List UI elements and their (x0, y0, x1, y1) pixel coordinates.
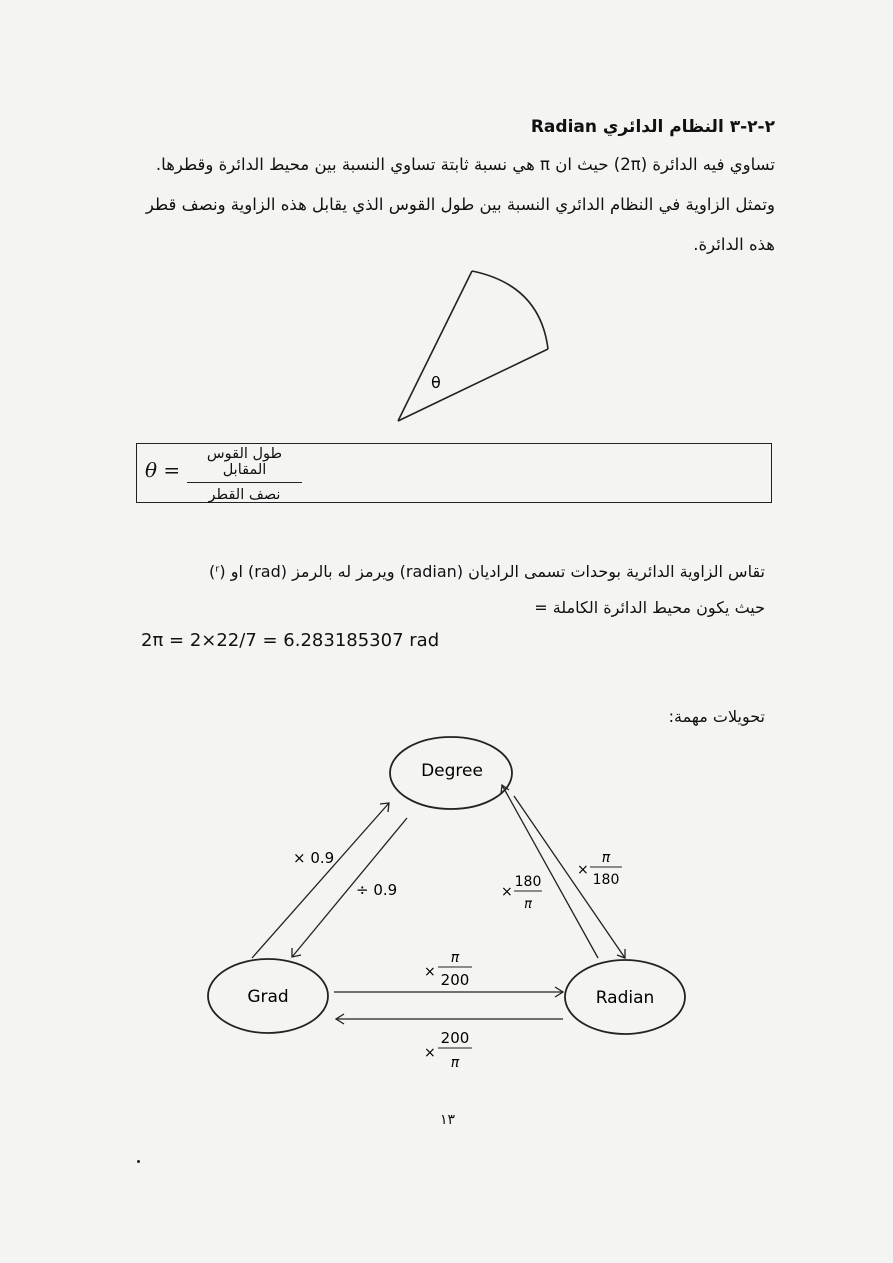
formula-numerator: طول القوس المقابل (206, 446, 283, 478)
formula-box (136, 443, 772, 503)
fraction-denominator: π (524, 897, 532, 912)
sector-arc (472, 271, 548, 349)
label-degree-to-radian (577, 850, 622, 888)
conversions-title: تحويلات مهمة: (668, 707, 765, 726)
fraction-numerator: 180 (514, 874, 542, 890)
grad-label: Grad (247, 987, 289, 1007)
circumference-equation: 2π = 2×22/7 = 6.283185307 rad (141, 630, 440, 651)
times-sign: × (501, 884, 513, 900)
fraction-numerator: 200 (440, 1029, 470, 1047)
radian-label: Radian (595, 988, 655, 1008)
paragraph-line-2: وتمثل الزاوية في النظام الدائري النسبة بين طول القوس الذي يقابل هذه الزاوية ونصف قطر (145, 195, 775, 214)
label-grad-to-degree: × 0.9 (293, 849, 335, 867)
fraction-numerator: π (450, 950, 460, 966)
units-line-2: حيث يكون محيط الدائرة الكاملة = (534, 598, 765, 617)
formula-denominator: نصف القطر (208, 487, 281, 503)
times-sign: × (424, 964, 436, 980)
paragraph-line-3: هذه الدائرة. (693, 235, 775, 254)
label-grad-to-radian (424, 950, 472, 989)
paragraph-line-1: تساوي فيه الدائرة (2π) حيث ان π هي نسبة ثابتة تساوي النسبة بين محيط الدائرة وقطرها. (155, 155, 775, 174)
fraction-denominator: π (450, 1055, 460, 1071)
angle-label: θ (431, 373, 441, 392)
conversion-diagram (208, 737, 685, 1071)
label-radian-to-degree (501, 874, 542, 912)
sector-radius-upper (398, 271, 472, 421)
sector-figure (398, 271, 548, 421)
label-degree-to-grad: ÷ 0.9 (356, 881, 398, 899)
times-sign: × (577, 862, 589, 878)
degree-label: Degree (421, 761, 483, 781)
label-radian-to-grad (424, 1029, 472, 1071)
fraction-denominator: 200 (440, 971, 470, 989)
section-heading: ٢-٢-٣ النظام الدائري Radian (530, 117, 775, 137)
stray-dot (137, 1160, 140, 1163)
units-line-1: تقاس الزاوية الدائرية بوحدات تسمى الراديان (radian) ويرمز له بالرمز (rad) او (ʳ) (209, 562, 765, 581)
formula-fraction (187, 446, 302, 503)
sector-radius-lower (398, 349, 548, 421)
times-sign: × (424, 1045, 436, 1061)
formula-lhs: θ = (145, 458, 181, 482)
fraction-denominator: 180 (592, 872, 620, 888)
fraction-numerator: π (601, 850, 611, 866)
page-number: ١٣ (440, 1112, 456, 1128)
